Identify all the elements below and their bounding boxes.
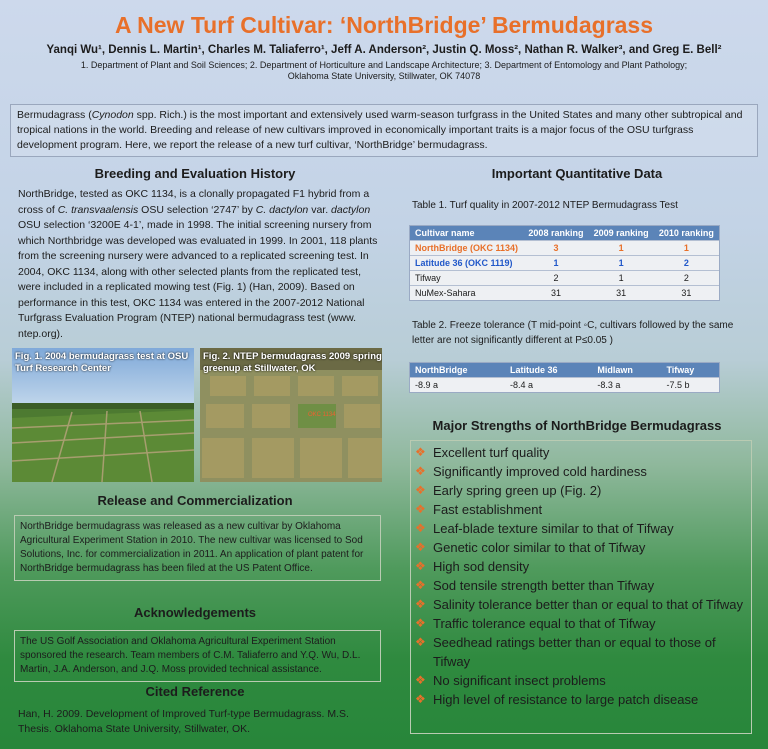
table-cell: 31 — [654, 286, 719, 301]
table-cell: 31 — [589, 286, 654, 301]
strength-text: Early spring green up (Fig. 2) — [433, 483, 602, 498]
species-1: C. transvaalensis — [57, 203, 139, 216]
table-2-header: Latitude 36 — [505, 363, 592, 378]
strength-text: Seedhead ratings better than or equal to those of Tifway — [433, 635, 716, 669]
list-item — [415, 633, 747, 671]
species-3: dactylon — [331, 203, 371, 216]
table-cell: -8.4 a — [505, 378, 592, 393]
strengths-list — [411, 441, 751, 711]
table-cell: 2 — [523, 271, 588, 286]
release-box: NorthBridge bermudagrass was released as a new cultivar by Oklahoma Agricultural Experiment Station in 2010. The new cultivar was licensed to Sod Solutions, Inc. for commercialization in 2011. An application of plant patent for NorthBridge bermudagrass has been filed at the US Patent Office. — [14, 515, 381, 581]
strength-text: Genetic color similar to that of Tifway — [433, 540, 646, 555]
species-2: C. dactylon — [255, 203, 309, 216]
diamond-bullet-icon: ❖ — [415, 673, 426, 687]
table-2 — [409, 362, 720, 393]
table-cell: Tifway — [410, 271, 523, 286]
diamond-bullet-icon: ❖ — [415, 521, 426, 535]
table-row — [410, 271, 719, 286]
table-cell: 2 — [654, 271, 719, 286]
intro-species: Cynodon — [91, 109, 134, 121]
breeding-text-3: var. — [308, 203, 332, 216]
figure-2-caption: Fig. 2. NTEP bermudagrass 2009 spring greenup at Stillwater, OK — [203, 351, 382, 374]
figure-1-photo — [12, 348, 194, 482]
list-item — [415, 595, 747, 614]
release-heading: Release and Commercialization — [97, 493, 293, 508]
table-1 — [409, 225, 720, 301]
diamond-bullet-icon: ❖ — [415, 692, 426, 706]
strengths-box — [410, 440, 752, 734]
diamond-bullet-icon: ❖ — [415, 616, 426, 630]
strength-text: High level of resistance to large patch disease — [433, 692, 699, 707]
table-cell: 1 — [654, 241, 719, 256]
table-row — [410, 378, 719, 393]
table-2-header: Midlawn — [592, 363, 661, 378]
diamond-bullet-icon: ❖ — [415, 635, 426, 649]
figure-1-caption: Fig. 1. 2004 bermudagrass test at OSU Turf Research Center — [15, 351, 189, 374]
table-cell: Latitude 36 (OKC 1119) — [410, 256, 523, 271]
list-item — [415, 576, 747, 595]
diamond-bullet-icon: ❖ — [415, 597, 426, 611]
diamond-bullet-icon: ❖ — [415, 445, 426, 459]
strength-text: Fast establishment — [433, 502, 543, 517]
table-2-header: Tifway — [661, 363, 719, 378]
table-cell: 1 — [589, 256, 654, 271]
list-item — [415, 481, 747, 500]
strength-text: Salinity tolerance better than or equal to that of Tifway — [433, 597, 744, 612]
reference-heading: Cited Reference — [145, 684, 245, 699]
table-1-header: Cultivar name — [410, 226, 523, 241]
table-1-header-row — [410, 226, 719, 241]
strength-text: Sod tensile strength better than Tifway — [433, 578, 655, 593]
table-cell: 1 — [589, 241, 654, 256]
strength-text: No significant insect problems — [433, 673, 606, 688]
table-1-header: 2009 ranking — [589, 226, 654, 241]
breeding-text-4: OSU selection ‘3200E 4-1’, made in 1998. The initial screening nursery from which Northbridge was developed was evaluated in 1999. In 2001, 118 plants from the screening nursery were advanced to a replicated screening test. In 2004, OKC 1134, along with other selected plants from the replicated test, were included in a replicated mowing test (Fig. 1) (Han, 2009). Based on performance in this test, OKC 1134 was entered in the 2007-2012 National Turfgrass Evaluation Program (NTEP) national bermudagrass test (www. ntep.org). — [18, 219, 378, 340]
table-cell: -8.3 a — [592, 378, 661, 393]
table-cell: 1 — [589, 271, 654, 286]
table-1-caption: Table 1. Turf quality in 2007-2012 NTEP Bermudagrass Test — [412, 200, 678, 211]
quant-heading: Important Quantitative Data — [491, 166, 663, 181]
figure-2-photo — [200, 348, 382, 482]
list-item — [415, 462, 747, 481]
strength-text: Significantly improved cold hardiness — [433, 464, 647, 479]
acknowledgements-heading: Acknowledgements — [133, 605, 257, 620]
table-1-header: 2010 ranking — [654, 226, 719, 241]
table-cell: -7.5 b — [661, 378, 719, 393]
intro-box — [10, 104, 758, 157]
table-2-header: NorthBridge — [410, 363, 505, 378]
table-row — [410, 241, 719, 256]
affiliations-line-2: Oklahoma State University, Stillwater, OK 74078 — [287, 71, 481, 81]
list-item — [415, 614, 747, 633]
intro-text-2: spp. Rich.) is the most important and extensively used warm-season turfgrass in the United States and many other subtropical and tropical nations in the world. Breeding and release of new cultivars improved in economically important traits is a major focus of the OSU turfgrass development program. Here, we report the release of a new turf cultivar, ‘NorthBridge’ bermudagrass. — [17, 109, 743, 151]
reference-text: Han, H. 2009. Development of Improved Turf-type Bermudagrass. M.S. Thesis. Oklahoma State University, Stillwater, OK. — [18, 708, 349, 735]
list-item — [415, 690, 747, 709]
table-cell: -8.9 a — [410, 378, 505, 393]
affiliations-line-1: 1. Department of Plant and Soil Sciences; 2. Department of Horticulture and Landscape Architecture; 3. Department of Entomology and Plant Pathology; — [80, 60, 688, 70]
strength-text: High sod density — [433, 559, 530, 574]
list-item — [415, 500, 747, 519]
table-cell: NorthBridge (OKC 1134) — [410, 241, 523, 256]
table-cell: NuMex-Sahara — [410, 286, 523, 301]
list-item — [415, 519, 747, 538]
table-2-caption: Table 2. Freeze tolerance (T mid-point ◦C, cultivars followed by the same letter are not significantly different at P≤0.05 ) — [412, 320, 734, 346]
table-cell: 3 — [523, 241, 588, 256]
list-item — [415, 538, 747, 557]
diamond-bullet-icon: ❖ — [415, 578, 426, 592]
table-1-header: 2008 ranking — [523, 226, 588, 241]
diamond-bullet-icon: ❖ — [415, 483, 426, 497]
breeding-text-2: OSU selection ‘2747’ by — [138, 203, 256, 216]
strengths-heading: Major Strengths of NorthBridge Bermudagrass — [432, 418, 722, 433]
table-row — [410, 286, 719, 301]
strength-text: Traffic tolerance equal to that of Tifway — [433, 616, 656, 631]
list-item — [415, 557, 747, 576]
table-cell: 1 — [523, 256, 588, 271]
diamond-bullet-icon: ❖ — [415, 540, 426, 554]
table-cell: 2 — [654, 256, 719, 271]
poster-title: A New Turf Cultivar: ‘NorthBridge’ Bermudagrass — [114, 12, 654, 38]
diamond-bullet-icon: ❖ — [415, 464, 426, 478]
table-cell: 31 — [523, 286, 588, 301]
acknowledgements-box: The US Golf Association and Oklahoma Agricultural Experiment Station sponsored the research. Team members of C.M. Taliaferro and Y.Q. Wu, D.L. Martin, J.A. Anderson, and J.Q. Moss provided technical assistance. — [14, 630, 381, 682]
diamond-bullet-icon: ❖ — [415, 502, 426, 516]
strength-text: Leaf-blade texture similar to that of Tifway — [433, 521, 674, 536]
author-list: Yanqi Wu¹, Dennis L. Martin¹, Charles M. Taliaferro¹, Jeff A. Anderson², Justin Q. Moss², Nathan R. Walker³, and Greg E. Bell² — [46, 44, 722, 56]
table-row — [410, 256, 719, 271]
diamond-bullet-icon: ❖ — [415, 559, 426, 573]
breeding-text-1: NorthBridge, tested as OKC 1134, is a clonally propagated F1 hybrid from a cross of — [18, 188, 370, 216]
plot-label: OKC 1134 — [308, 412, 336, 418]
table-2-header-row — [410, 363, 719, 378]
list-item — [415, 671, 747, 690]
breeding-heading: Breeding and Evaluation History — [94, 166, 296, 181]
list-item — [415, 443, 747, 462]
strength-text: Excellent turf quality — [433, 445, 550, 460]
breeding-paragraph — [18, 187, 380, 342]
affiliations — [40, 60, 728, 82]
intro-text-1: Bermudagrass ( — [17, 109, 92, 121]
